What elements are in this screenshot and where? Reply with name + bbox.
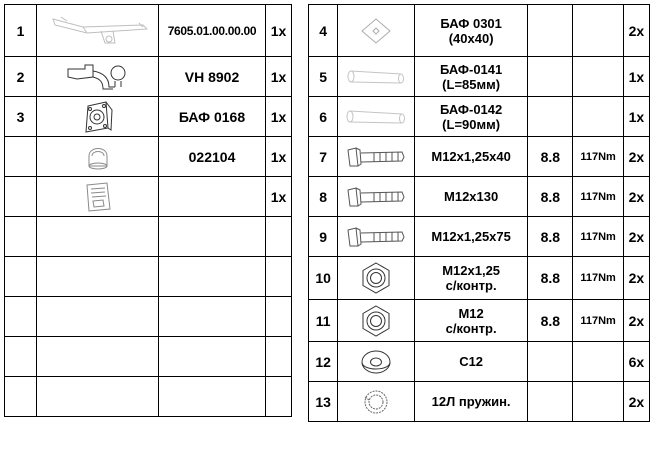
quantity: 1x — [266, 177, 292, 217]
quantity: 1x — [266, 5, 292, 57]
part-image-cell — [338, 97, 415, 137]
part-description-line: M12 — [458, 305, 484, 321]
part-code: 022104 — [159, 137, 266, 177]
tightening-torque — [573, 97, 623, 137]
table-row — [309, 257, 650, 300]
item-number — [5, 297, 37, 337]
part-image-cell — [338, 342, 415, 382]
square-plate-drawing — [338, 14, 414, 48]
item-number: 8 — [309, 177, 338, 217]
tightening-torque — [573, 57, 623, 97]
item-number: 12 — [309, 342, 338, 382]
table-row — [309, 342, 650, 382]
item-number — [5, 217, 37, 257]
part-image-cell — [37, 377, 159, 417]
quantity — [266, 217, 292, 257]
strength-class — [528, 97, 573, 137]
item-number: 10 — [309, 257, 338, 300]
quantity: 2x — [623, 177, 649, 217]
tightening-torque — [573, 5, 623, 57]
bolt-drawing — [338, 224, 414, 250]
part-image-cell — [37, 337, 159, 377]
part-image-cell — [338, 217, 415, 257]
table-row — [5, 97, 292, 137]
instruction-leaflet-drawing — [37, 181, 158, 213]
part-image-cell — [37, 217, 159, 257]
item-number: 4 — [309, 5, 338, 57]
item-number: 2 — [5, 57, 37, 97]
parts-table-left — [4, 4, 292, 417]
tow-ball-neck-drawing — [37, 61, 158, 93]
item-number: 7 — [309, 137, 338, 177]
part-code — [159, 297, 266, 337]
item-number: 11 — [309, 300, 338, 342]
quantity: 2x — [623, 217, 649, 257]
quantity — [266, 297, 292, 337]
table-row — [5, 5, 292, 57]
item-number — [5, 337, 37, 377]
strength-class — [528, 5, 573, 57]
table-row — [5, 337, 292, 377]
item-number — [5, 177, 37, 217]
part-image-cell — [37, 97, 159, 137]
table-row — [309, 57, 650, 97]
tightening-torque: 117Nm — [573, 257, 623, 300]
quantity: 1x — [623, 97, 649, 137]
quantity: 2x — [623, 382, 649, 422]
table-row — [309, 217, 650, 257]
spacer-tube-long-drawing — [338, 66, 414, 88]
quantity: 2x — [623, 5, 649, 57]
bolt-drawing — [338, 144, 414, 170]
ball-cover-cap-drawing — [37, 142, 158, 172]
item-number — [5, 257, 37, 297]
part-code — [159, 177, 266, 217]
part-image-cell — [338, 57, 415, 97]
part-description-line: с/контр. — [445, 320, 497, 336]
tightening-torque: 117Nm — [573, 300, 623, 342]
table-row — [309, 177, 650, 217]
part-description — [414, 137, 527, 177]
part-description-line: (40x40) — [448, 30, 494, 46]
part-image-cell — [37, 5, 159, 57]
strength-class — [528, 57, 573, 97]
table-row — [5, 57, 292, 97]
part-image-cell — [338, 257, 415, 300]
tightening-torque: 117Nm — [573, 137, 623, 177]
flat-washer-drawing — [338, 347, 414, 377]
towbar-frame-drawing — [37, 13, 158, 49]
part-description — [414, 57, 527, 97]
item-number: 5 — [309, 57, 338, 97]
spacer-tube-longer-drawing — [338, 106, 414, 128]
item-number: 6 — [309, 97, 338, 137]
table-row — [5, 377, 292, 417]
tightening-torque — [573, 342, 623, 382]
quantity — [266, 257, 292, 297]
quantity: 2x — [623, 137, 649, 177]
part-code — [159, 257, 266, 297]
tightening-torque: 117Nm — [573, 217, 623, 257]
bolt-drawing — [338, 184, 414, 210]
quantity: 1x — [266, 137, 292, 177]
part-description — [414, 177, 527, 217]
part-description-line: M12x1,25 — [442, 263, 501, 278]
part-image-cell — [338, 137, 415, 177]
table-row — [5, 137, 292, 177]
table-row — [309, 97, 650, 137]
table-row — [309, 300, 650, 342]
part-description-line: M12x130 — [444, 189, 499, 204]
strength-class: 8.8 — [528, 177, 573, 217]
quantity — [266, 377, 292, 417]
hex-nut-drawing — [338, 261, 414, 295]
table-row — [309, 5, 650, 57]
part-description-line: C12 — [459, 354, 484, 369]
strength-class — [528, 342, 573, 382]
part-description — [414, 342, 527, 382]
part-image-cell — [37, 297, 159, 337]
part-description — [414, 257, 527, 300]
quantity: 1x — [266, 57, 292, 97]
part-image-cell — [37, 257, 159, 297]
quantity: 2x — [623, 257, 649, 300]
part-description-line: (L=90мм) — [442, 116, 501, 132]
parts-table-right — [308, 4, 650, 422]
part-code — [159, 377, 266, 417]
item-number: 3 — [5, 97, 37, 137]
socket-bracket-drawing — [37, 100, 158, 134]
table-row — [5, 217, 292, 257]
part-description — [414, 300, 527, 342]
part-description-line: БАФ 0301 — [440, 15, 502, 31]
part-description-line: M12x1,25x40 — [431, 149, 511, 164]
part-code: БАФ 0168 — [159, 97, 266, 137]
part-description — [414, 382, 527, 422]
part-code: 7605.01.00.00.00 — [159, 5, 266, 57]
part-description — [414, 217, 527, 257]
item-number: 9 — [309, 217, 338, 257]
table-row — [5, 297, 292, 337]
strength-class: 8.8 — [528, 257, 573, 300]
part-code — [159, 217, 266, 257]
part-code: VH 8902 — [159, 57, 266, 97]
part-description-line: (L=85мм) — [442, 76, 501, 92]
part-image-cell — [338, 177, 415, 217]
part-image-cell — [37, 57, 159, 97]
part-image-cell — [37, 137, 159, 177]
part-description-line: БАФ-0142 — [439, 101, 503, 117]
item-number: 13 — [309, 382, 338, 422]
table-row — [309, 137, 650, 177]
part-description-line: 12Л пружин. — [431, 394, 511, 409]
part-description-line: M12x1,25x75 — [431, 229, 511, 244]
table-row — [309, 382, 650, 422]
strength-class — [528, 382, 573, 422]
part-description-line: с/контр. — [445, 278, 497, 293]
part-image-cell — [338, 300, 415, 342]
part-image-cell — [338, 5, 415, 57]
strength-class: 8.8 — [528, 300, 573, 342]
quantity — [266, 337, 292, 377]
part-image-cell — [338, 382, 415, 422]
tightening-torque — [573, 382, 623, 422]
quantity: 6x — [623, 342, 649, 382]
table-row — [5, 177, 292, 217]
item-number: 1 — [5, 5, 37, 57]
part-description — [414, 5, 527, 57]
quantity: 1x — [623, 57, 649, 97]
item-number — [5, 377, 37, 417]
tightening-torque: 117Nm — [573, 177, 623, 217]
strength-class: 8.8 — [528, 137, 573, 177]
strength-class: 8.8 — [528, 217, 573, 257]
hex-nut-drawing — [338, 304, 414, 338]
quantity: 1x — [266, 97, 292, 137]
part-description — [414, 97, 527, 137]
part-code — [159, 337, 266, 377]
part-image-cell — [37, 177, 159, 217]
spring-washer-drawing — [338, 387, 414, 417]
item-number — [5, 137, 37, 177]
part-description-line: БАФ-0141 — [439, 61, 503, 77]
table-row — [5, 257, 292, 297]
quantity: 2x — [623, 300, 649, 342]
